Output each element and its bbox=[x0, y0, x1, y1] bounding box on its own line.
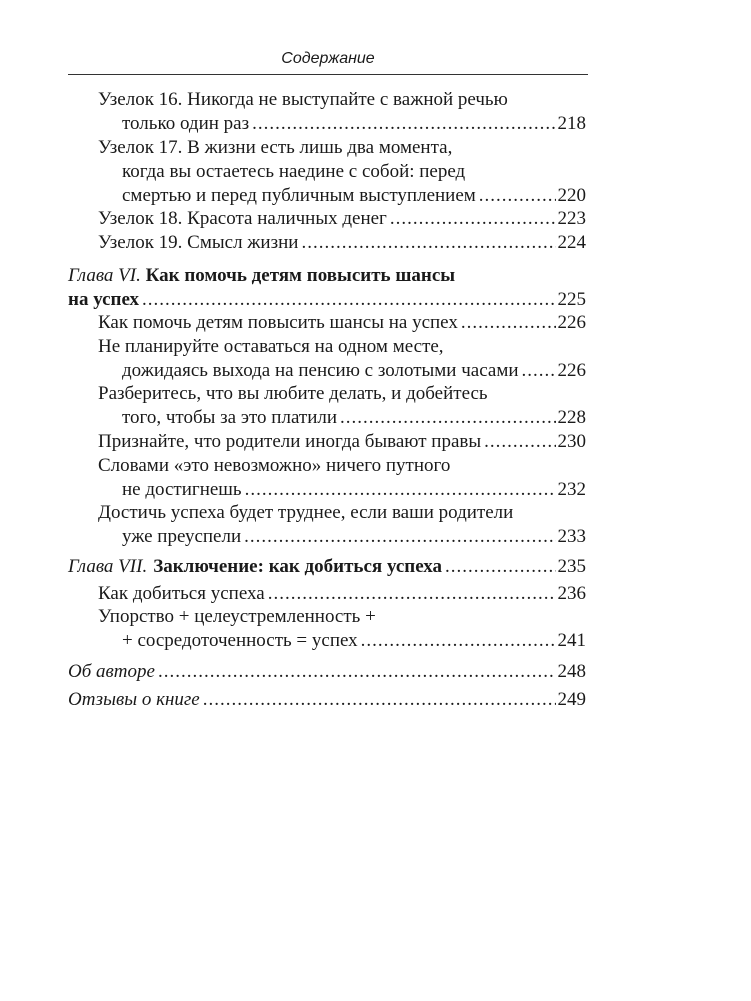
toc-entry-text: + сосредоточенность = успех bbox=[122, 630, 358, 651]
toc-entry-text: только один раз bbox=[122, 113, 250, 134]
toc-entry-text: Отзывы о книге bbox=[68, 689, 200, 710]
toc-entry-text: Достичь успеха будет труднее, если ваши родители bbox=[98, 502, 514, 523]
dot-leader bbox=[158, 660, 556, 684]
chapter-label: Глава VII. bbox=[68, 556, 148, 577]
dot-leader bbox=[252, 112, 555, 136]
toc-entry-text: Узелок 19. Смысл жизни bbox=[98, 232, 299, 253]
toc-entry-knot-17[interactable] bbox=[98, 136, 586, 208]
toc-entry-ch7-2[interactable] bbox=[98, 605, 586, 653]
dot-leader bbox=[203, 688, 556, 712]
toc-reviews[interactable] bbox=[68, 688, 586, 712]
toc-chapter-6[interactable] bbox=[68, 264, 586, 312]
dot-leader bbox=[340, 406, 555, 430]
page-number: 224 bbox=[557, 232, 586, 253]
toc-entry-ch7-1[interactable] bbox=[98, 582, 586, 606]
page-number: 248 bbox=[557, 661, 586, 682]
toc-entry-text: Не планируйте оставаться на одном месте, bbox=[98, 336, 444, 357]
toc-entry-text: Об авторе bbox=[68, 661, 155, 682]
page-number: 233 bbox=[557, 526, 586, 547]
toc-entry-text: Признайте, что родители иногда бывают правы bbox=[98, 431, 482, 452]
toc-entry-knot-19[interactable] bbox=[98, 231, 586, 255]
page-number: 226 bbox=[557, 312, 586, 333]
toc-entry-knot-16[interactable] bbox=[98, 88, 586, 136]
toc-entry-text: когда вы остаетесь наедине с собой: перед bbox=[122, 161, 466, 182]
toc-entry-ch6-1[interactable] bbox=[98, 311, 586, 335]
chapter-title: на успех bbox=[68, 289, 140, 310]
dot-leader bbox=[268, 582, 556, 606]
page-number: 226 bbox=[557, 360, 586, 381]
dot-leader bbox=[461, 311, 556, 335]
page-number: 218 bbox=[557, 113, 586, 134]
dot-leader bbox=[301, 231, 555, 255]
dot-leader bbox=[245, 478, 556, 502]
dot-leader bbox=[479, 184, 556, 208]
dot-leader bbox=[361, 629, 556, 653]
toc-entry-text: Упорство + целеустремленность + bbox=[98, 606, 376, 627]
page-number: 232 bbox=[557, 479, 586, 500]
dot-leader bbox=[142, 288, 555, 312]
dot-leader bbox=[445, 555, 555, 579]
page-number: 241 bbox=[557, 630, 586, 651]
page-number: 230 bbox=[557, 431, 586, 452]
dot-leader bbox=[390, 207, 556, 231]
running-head-title: Содержание bbox=[281, 50, 375, 67]
toc-entry-ch6-6[interactable] bbox=[98, 501, 586, 549]
dot-leader bbox=[484, 430, 555, 454]
toc-entry-text: Узелок 17. В жизни есть лишь два момента, bbox=[98, 137, 453, 158]
toc-entry-ch6-5[interactable] bbox=[98, 454, 586, 502]
toc-entry-knot-18[interactable] bbox=[98, 207, 586, 231]
dot-leader bbox=[522, 359, 556, 383]
page-number: 249 bbox=[557, 689, 586, 710]
page-number: 220 bbox=[557, 185, 586, 206]
page-number: 225 bbox=[557, 289, 586, 310]
toc-entry-ch6-4[interactable] bbox=[98, 430, 586, 454]
chapter-title: Как помочь детям повысить шансы bbox=[145, 265, 456, 286]
toc-entry-text: уже преуспели bbox=[122, 526, 242, 547]
toc-entry-text: Словами «это невозможно» ничего путного bbox=[98, 455, 451, 476]
toc-entry-text: Разберитесь, что вы любите делать, и добейтесь bbox=[98, 383, 488, 404]
toc-entry-text: смертью и перед публичным выступлением bbox=[122, 185, 476, 206]
toc-entry-ch6-3[interactable] bbox=[98, 382, 586, 430]
dot-leader bbox=[244, 525, 555, 549]
toc-entry-ch6-2[interactable] bbox=[98, 335, 586, 383]
toc-entry-text: того, чтобы за это платили bbox=[122, 407, 338, 428]
page-number: 223 bbox=[557, 208, 586, 229]
page-number: 228 bbox=[557, 407, 586, 428]
page-number: 236 bbox=[557, 583, 586, 604]
toc-entry-text: Узелок 16. Никогда не выступайте с важной речью bbox=[98, 89, 508, 110]
toc-entry-text: дожидаясь выхода на пенсию с золотыми часами bbox=[122, 360, 519, 381]
toc-entry-text: Как добиться успеха bbox=[98, 583, 265, 604]
toc-chapter-7[interactable] bbox=[68, 555, 586, 579]
toc-entry-text: Узелок 18. Красота наличных денег bbox=[98, 208, 387, 229]
chapter-label: Глава VI. bbox=[68, 265, 141, 286]
chapter-title: Заключение: как добиться успеха bbox=[153, 556, 443, 577]
toc-entry-text: не достигнешь bbox=[122, 479, 242, 500]
page-number: 235 bbox=[557, 556, 586, 577]
toc-entry-text: Как помочь детям повысить шансы на успех bbox=[98, 312, 458, 333]
toc-about-author[interactable] bbox=[68, 660, 586, 684]
